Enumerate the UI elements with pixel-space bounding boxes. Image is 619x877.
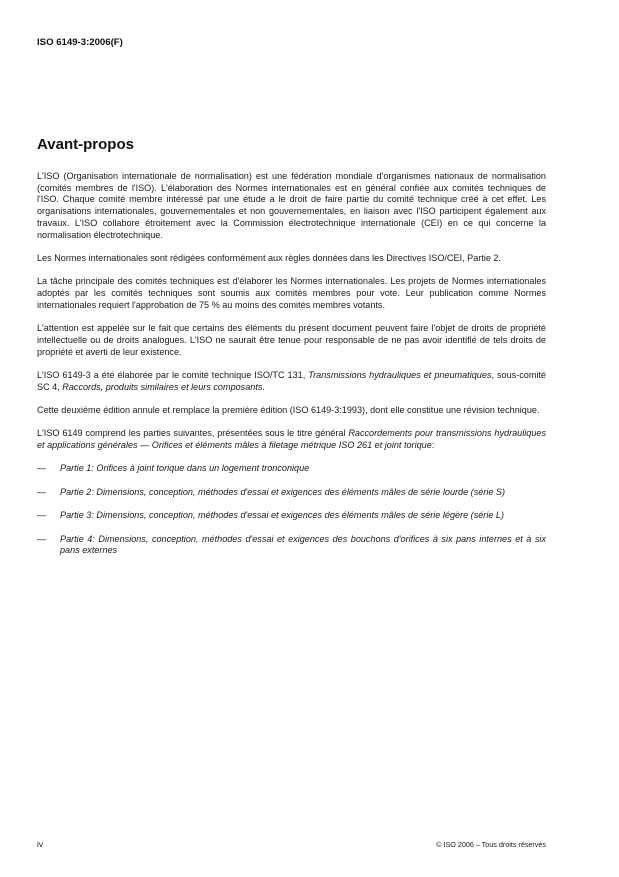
text-span: , sous-comité SC 4, xyxy=(37,369,546,392)
paragraph-patent-rights: L'attention est appelée sur le fait que certains des éléments du présent document peuvent faire l'objet de droits de propriété intellectuelle ou de droits analogues. L'ISO ne saurait être tenue pour responsable de ne pas avoir identifié de tels droits de propriété et averti de leur existence. xyxy=(37,323,546,357)
list-item xyxy=(37,510,546,522)
dash-bullet: — xyxy=(37,463,47,474)
part-text: Partie 3: Dimensions, conception, méthodes d'essai et exigences des éléments mâles de série légère (série L) xyxy=(60,510,505,521)
part-text: Partie 4: Dimensions, conception, méthodes d'essai et exigences des bouchons d'orifices à six pans internes et à six pans externes xyxy=(60,533,546,556)
list-item xyxy=(37,534,546,557)
list-item xyxy=(37,463,546,475)
part-text: Partie 2: Dimensions, conception, méthodes d'essai et exigences des éléments mâles de série lourde (série S) xyxy=(60,486,506,497)
text-span: : xyxy=(431,440,435,451)
paragraph-directives: Les Normes internationales sont rédigées conformément aux règles données dans les Directives ISO/CEI, Partie 2. xyxy=(37,252,502,263)
dash-bullet: — xyxy=(37,510,47,521)
dash-bullet: — xyxy=(37,533,47,544)
part-text: Partie 1: Orifices à joint torique dans un logement tronconique xyxy=(60,463,310,474)
subcommittee-title: Raccords, produits similaires et leurs composants xyxy=(62,381,263,392)
text-span: L'ISO 6149-3 a été élaborée par le comité technique ISO/TC 131, xyxy=(37,369,309,380)
committee-title: Transmissions hydrauliques et pneumatiques xyxy=(308,369,492,380)
page-number: iv xyxy=(37,839,44,849)
paragraph-prepared-by xyxy=(37,370,546,393)
general-title: Raccordements pour transmissions hydrauliques et applications générales — Orifices et éléments mâles à filetage métrique ISO 261 et joint torique xyxy=(37,428,546,451)
document-id-header: ISO 6149-3:2006(F) xyxy=(37,37,123,48)
section-title: Avant-propos xyxy=(37,136,134,153)
paragraph-parts-intro xyxy=(37,428,546,451)
text-span: L'ISO 6149 comprend les parties suivantes, présentées sous le titre général xyxy=(37,428,349,439)
paragraph-iso-organisation: L'ISO (Organisation internationale de normalisation) est une fédération mondiale d'organismes nationaux de normalisation (comités membres de l'ISO). L'élaboration des Normes internationales est en général confiée aux comités techniques de l'ISO. Chaque comité membre intéressé par une étude a le droit de faire partie du comité technique créé à cet effet. Les organisations internationales, gouvernementales et non gouvernementales, en liaison avec l'ISO participent également aux travaux. L'ISO collabore étroitement avec la Commission électrotechnique internationale (CEI) en ce qui concerne la normalisation électrotechnique. xyxy=(37,171,546,240)
list-item xyxy=(37,487,546,499)
parts-list xyxy=(37,463,546,557)
text-span: . xyxy=(262,381,265,392)
dash-bullet: — xyxy=(37,486,47,497)
copyright-notice: © ISO 2006 – Tous droits réservés xyxy=(436,840,546,849)
paragraph-technical-committees: La tâche principale des comités techniques est d'élaborer les Normes internationales. Les projets de Normes internationales adoptés par les comités techniques sont soumis aux comités membres pour vote. Leur publication comme Normes internationales requiert l'approbation de 75 % au moins des comités membres votants. xyxy=(37,276,546,310)
paragraph-edition: Cette deuxième édition annule et remplace la première édition (ISO 6149-3:1993), dont elle constitue une révision technique. xyxy=(37,404,540,415)
foreword-body xyxy=(37,171,546,569)
